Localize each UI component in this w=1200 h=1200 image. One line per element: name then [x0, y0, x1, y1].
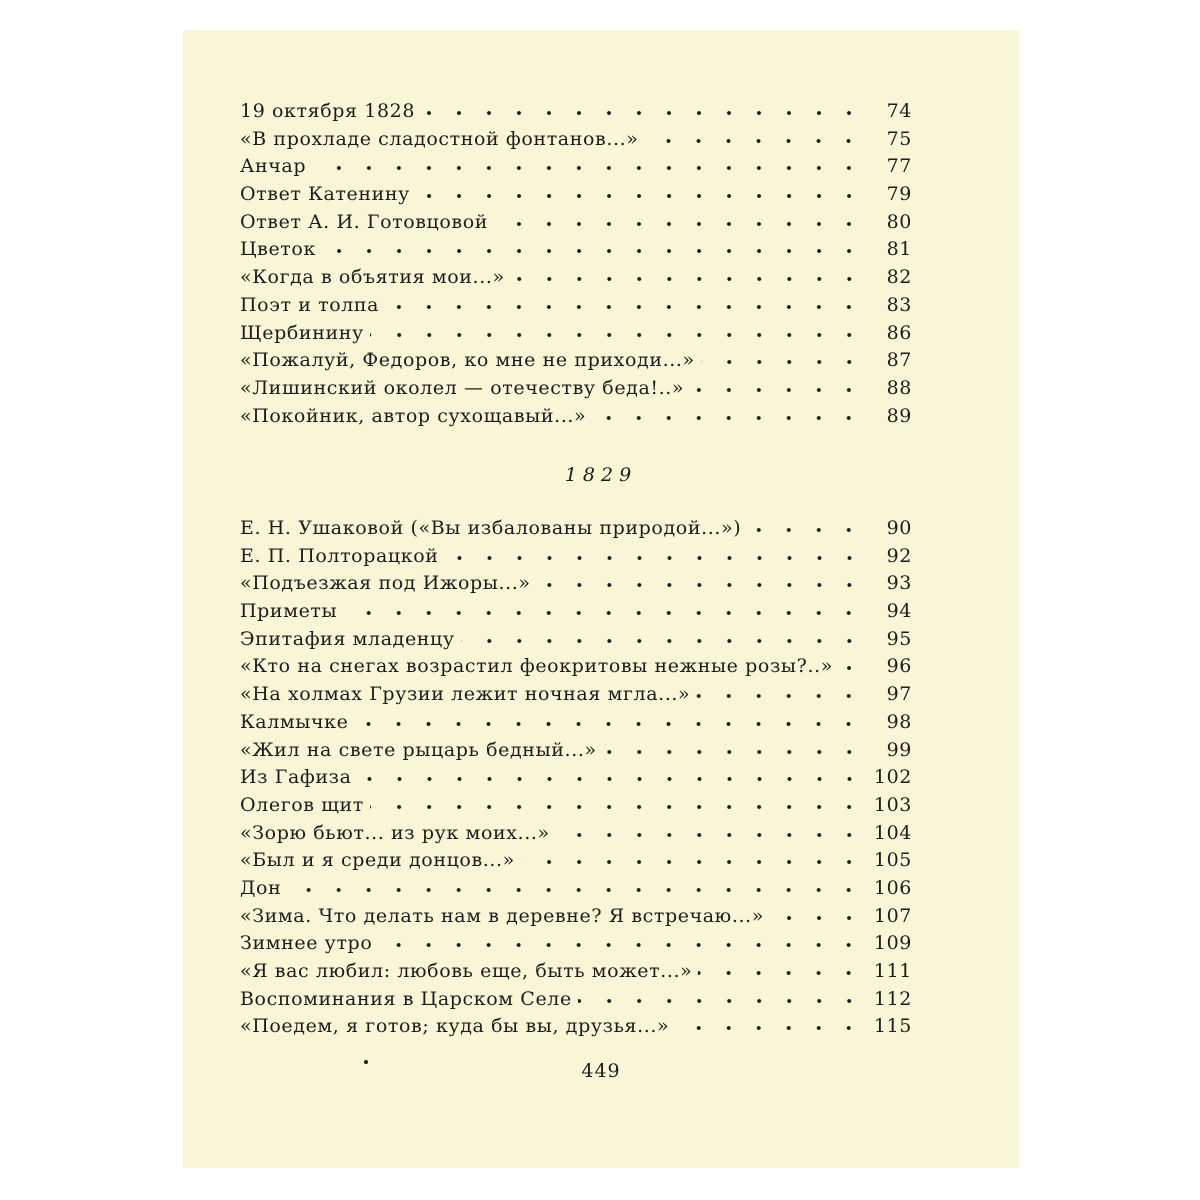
dot-leader — [675, 1026, 864, 1030]
toc-entry-title: Эпитафия младенцу — [240, 627, 455, 650]
toc-entry-page: 97 — [886, 683, 912, 706]
toc-entry-page: 109 — [873, 932, 912, 955]
toc-entry-title: 19 октября 1828 — [240, 100, 416, 122]
dot-leader — [385, 305, 864, 309]
dot-leader — [287, 888, 864, 892]
toc-row — [240, 628, 912, 656]
dot-leader — [416, 194, 864, 198]
dot-leader — [578, 999, 864, 1003]
dot-leader — [747, 528, 864, 532]
toc-entry-title: «Покойник, автор сухощавый...» — [240, 404, 587, 427]
dot-leader — [690, 388, 864, 392]
toc-entry-title: «На холмах Грузии лежит ночная мгла...» — [240, 683, 691, 706]
toc-entry-page: 115 — [873, 1015, 912, 1038]
toc-section-1828 — [240, 100, 912, 432]
toc-entry-page: 99 — [886, 738, 912, 761]
dot-leader — [421, 111, 864, 115]
toc-entry-title: Поэт и толпа — [240, 293, 380, 316]
dot-leader — [358, 777, 864, 781]
toc-entry-page: 83 — [886, 293, 912, 316]
toc-entry-title: Цветок — [240, 238, 316, 261]
toc-entry-page: 82 — [886, 266, 912, 289]
toc-entry-title: Воспоминания в Царском Селе — [240, 987, 572, 1010]
dot-leader — [521, 860, 864, 864]
toc-entry-title: Анчар — [240, 155, 307, 178]
toc-row — [240, 988, 912, 1016]
toc-entry-page: 75 — [886, 127, 912, 150]
toc-row — [240, 739, 912, 767]
toc-entry-title: Ответ А. И. Готовцовой — [240, 210, 489, 233]
toc-row — [240, 877, 912, 905]
toc-row — [240, 155, 912, 183]
toc-entry-title: Из Гафиза — [240, 766, 352, 789]
dot-leader — [511, 277, 864, 281]
toc-entry-title: «Был и я среди донцов...» — [240, 849, 515, 872]
toc-entry-title: «Подъезжая под Ижоры...» — [240, 572, 531, 595]
toc-entry-title: «Зима. Что делать нам в деревне? Я встречаю...» — [240, 904, 764, 927]
toc-row — [240, 905, 912, 933]
dot-leader — [698, 971, 864, 975]
toc-entry-title: «Пожалуй, Федоров, ко мне не приходи...» — [240, 349, 695, 372]
toc-entry-title: «Когда в объятия мои...» — [240, 266, 505, 289]
toc-entry-page: 105 — [873, 849, 912, 872]
toc-entry-page: 88 — [886, 376, 912, 399]
toc-entry-page: 79 — [886, 183, 912, 206]
dot-leader — [445, 556, 864, 560]
dot-leader — [312, 166, 864, 170]
toc-row — [240, 266, 912, 294]
toc-entry-title: Зимнее утро — [240, 932, 373, 955]
toc-entry-page: 81 — [886, 238, 912, 261]
dot-leader — [537, 583, 864, 587]
dot-leader — [696, 694, 864, 698]
toc-row — [240, 238, 912, 266]
dot-leader — [770, 916, 864, 920]
toc-row — [240, 100, 912, 128]
toc-entry-page: 92 — [886, 544, 912, 567]
dot-leader — [701, 360, 864, 364]
toc-row — [240, 183, 912, 211]
toc-row — [240, 211, 912, 239]
dot-leader — [354, 722, 864, 726]
toc-entry-page: 87 — [886, 349, 912, 372]
dot-leader — [370, 333, 864, 337]
toc-entry-title: Олегов щит — [240, 793, 364, 816]
toc-row — [240, 600, 912, 628]
toc-row — [240, 322, 912, 350]
toc-entry-title: «Лишинский околел — отечеству беда!..» — [240, 376, 685, 399]
year-heading: 1829 — [564, 464, 638, 486]
dot-leader — [839, 666, 864, 670]
dot-leader — [322, 249, 864, 253]
toc-entry-title: Калмычке — [240, 710, 349, 733]
dot-leader — [603, 750, 864, 754]
toc-entry-page: 102 — [873, 766, 912, 789]
toc-entry-page: 112 — [873, 987, 912, 1010]
dot-leader — [556, 833, 864, 837]
toc-entry-page: 94 — [886, 600, 912, 623]
toc-row — [240, 545, 912, 573]
toc-entry-page: 98 — [886, 710, 912, 733]
toc-row — [240, 766, 912, 794]
toc-entry-page: 95 — [886, 627, 912, 650]
toc-entry-page: 74 — [886, 100, 912, 122]
dot-leader — [592, 416, 864, 420]
toc-row — [240, 377, 912, 405]
toc-row — [240, 128, 912, 156]
toc-entry-page: 111 — [873, 960, 912, 982]
toc-row — [240, 849, 912, 877]
toc-entry-title: Щербинину — [240, 321, 364, 344]
toc-entry-page: 86 — [886, 321, 912, 344]
toc-entry-title: Е. Н. Ушаковой («Вы избалованы природой...») — [240, 517, 742, 539]
toc-entry-page: 96 — [886, 655, 912, 678]
toc-entry-page: 90 — [886, 517, 912, 539]
dot-leader — [494, 222, 864, 226]
toc-entry-page: 77 — [886, 155, 912, 178]
dot-leader — [644, 139, 864, 143]
toc-row — [240, 932, 912, 960]
toc-entry-title: Дон — [240, 876, 282, 899]
toc-row — [240, 1015, 912, 1043]
toc-entry-page: 80 — [886, 210, 912, 233]
toc-entry-page: 107 — [873, 904, 912, 927]
toc-entry-title: «Кто на снегах возрастил феокритовы нежные розы?..» — [240, 655, 833, 678]
toc-entry-title: Приметы — [240, 600, 338, 623]
dot-leader — [461, 639, 864, 643]
toc-row — [240, 960, 912, 988]
toc-entry-page: 89 — [886, 404, 912, 427]
toc-row — [240, 572, 912, 600]
toc-entry-title: Ответ Катенину — [240, 183, 410, 206]
toc-entry-title: «Я вас любил: любовь еще, быть может...» — [240, 960, 693, 982]
toc-entry-title: «Поедем, я готов; куда бы вы, друзья...» — [240, 1015, 670, 1038]
toc-entry-page: 104 — [873, 821, 912, 844]
dot-leader — [370, 805, 864, 809]
page-number: 449 — [581, 1060, 621, 1082]
toc-row — [240, 683, 912, 711]
toc-entry-page: 93 — [886, 572, 912, 595]
toc-row — [240, 822, 912, 850]
toc-entry-title: «Жил на свете рыцарь бедный...» — [240, 738, 597, 761]
toc-entry-title: «В прохладе сладостной фонтанов...» — [240, 127, 639, 150]
book-page — [183, 30, 1019, 1168]
toc-row — [240, 294, 912, 322]
toc-row — [240, 405, 912, 433]
toc-row — [240, 655, 912, 683]
dot-leader — [343, 611, 864, 615]
dot-leader — [378, 943, 864, 947]
toc-entry-page: 106 — [873, 876, 912, 899]
toc-entry-title: Е. П. Полторацкой — [240, 544, 439, 567]
toc-entry-title: «Зорю бьют... из рук моих...» — [240, 821, 550, 844]
toc-row — [240, 349, 912, 377]
toc-entry-page: 103 — [873, 793, 912, 816]
toc-row — [240, 794, 912, 822]
toc-section-1829 — [240, 517, 912, 1043]
toc-row — [240, 711, 912, 739]
toc-row — [240, 517, 912, 545]
